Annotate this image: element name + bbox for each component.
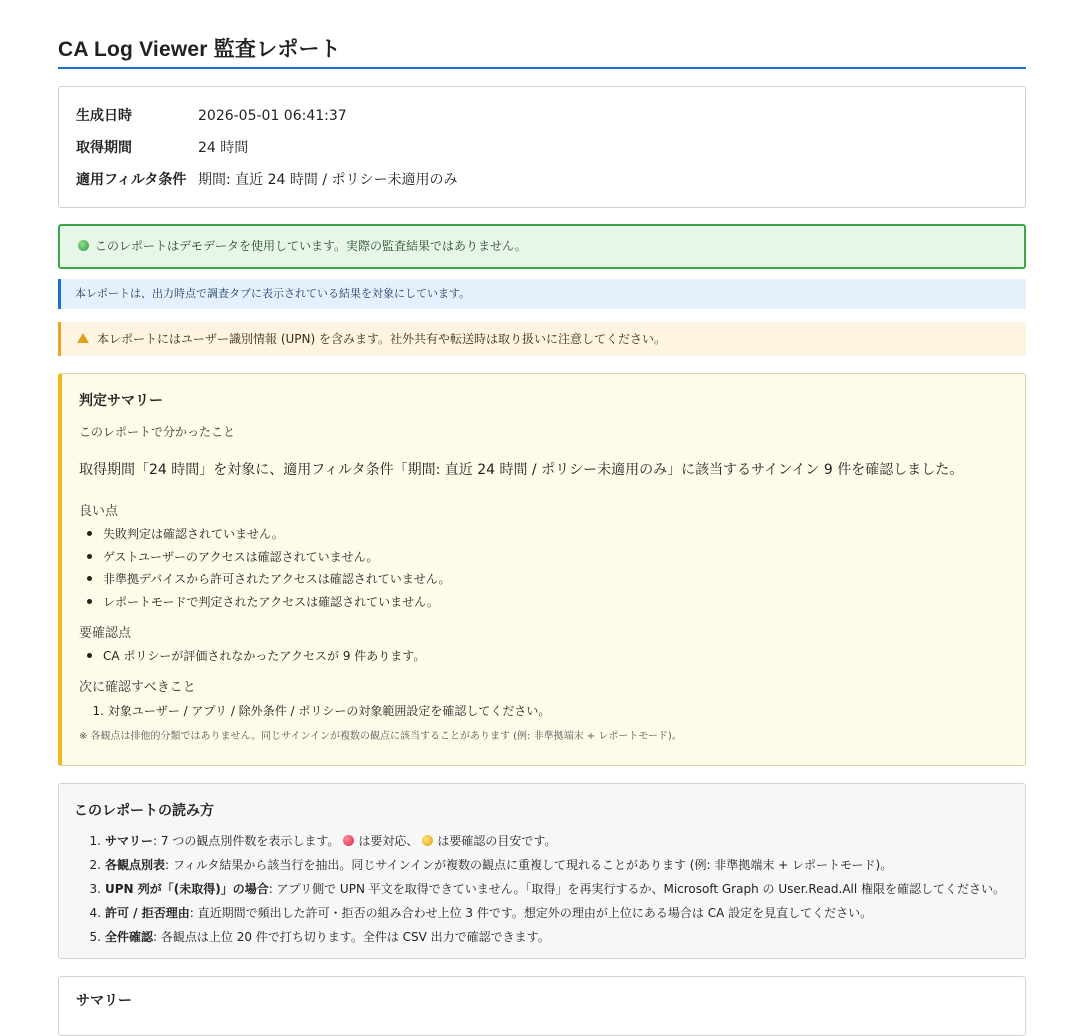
summary-panel-heading: サマリー [76, 993, 132, 1009]
info-notice [58, 279, 1026, 309]
summary-panel [58, 976, 1026, 1036]
demo-data-notice [58, 224, 1026, 269]
meta-row-generated [76, 106, 347, 126]
meta-value: 期間: 直近 24 時間 / ポリシー未適用のみ [198, 172, 458, 188]
list-item: 1. 対象ユーザー / アプリ / 除外条件 / ポリシーの対象範囲設定を確認してください。 [92, 704, 551, 718]
warning-icon [77, 333, 89, 343]
list-item: 失敗判定は確認されていません。 [79, 525, 284, 542]
meta-value: 2026-05-01 06:41:37 [198, 108, 347, 124]
green-circle-icon [78, 240, 89, 251]
summary-heading: 判定サマリー [79, 393, 163, 409]
how-to-read-panel [58, 783, 1026, 959]
summary-footnote: ※ 各観点は排他的分類ではありません。同じサインインが複数の観点に該当することがあります (例: 非準拠端末 + レポートモード)。 [79, 731, 682, 742]
list-item: CA ポリシーが評価されなかったアクセスが 9 件あります。 [79, 647, 425, 664]
demo-notice-text: このレポートはデモデータを使用しています。実際の監査結果ではありません。 [95, 239, 527, 253]
next-steps-heading: 次に確認すべきこと [79, 680, 196, 695]
summary-found-label: このレポートで分かったこと [79, 425, 236, 439]
yellow-circle-icon [422, 835, 433, 846]
report-meta-box [58, 86, 1026, 208]
meta-label: 適用フィルタ条件 [76, 172, 187, 188]
list-item: レポートモードで判定されたアクセスは確認されていません。 [79, 593, 439, 610]
list-item: 4. 許可 / 拒否理由: 直近期間で頻出した許可・拒否の組み合わせ上位 3 件です。想定外の理由が上位にある場合は CA 設定を見直してください。 [89, 906, 873, 920]
judgement-summary-panel [58, 373, 1026, 766]
list-item: 非準拠デバイスから許可されたアクセスは確認されていません。 [79, 570, 451, 587]
meta-label: 取得期間 [76, 140, 132, 156]
page-title: CA Log Viewer 監査レポート [58, 38, 341, 61]
info-notice-text: 本レポートは、出力時点で調査タブに表示されている結果を対象にしています。 [75, 287, 471, 300]
meta-label: 生成日時 [76, 108, 132, 124]
red-circle-icon [343, 835, 354, 846]
meta-row-period [76, 138, 248, 158]
list-item: ゲストユーザーのアクセスは確認されていません。 [79, 548, 378, 565]
meta-row-filter [76, 170, 458, 190]
how-to-read-heading: このレポートの読み方 [74, 803, 214, 819]
list-item: 5. 全件確認: 各観点は上位 20 件で打ち切ります。全件は CSV 出力で確認できます。 [89, 930, 550, 944]
check-points-heading: 要確認点 [79, 626, 132, 641]
summary-lead: 取得期間「24 時間」を対象に、適用フィルタ条件「期間: 直近 24 時間 / ポリシー未適用のみ」に該当するサインイン 9 件を確認しました。 [79, 462, 964, 478]
list-item: 3. UPN 列が「(未取得)」の場合: アプリ側で UPN 平文を取得できていません。「取得」を再実行するか、Microsoft Graph の User.Read.All 権限を確認してください。 [89, 882, 1006, 896]
list-item: 1. サマリー: 7 つの観点別件数を表示します。 は要対応、 は要確認の目安です。 [89, 834, 557, 848]
warning-text: 本レポートにはユーザー識別情報 (UPN) を含みます。社外共有や転送時は取り扱いに注意してください。 [97, 332, 667, 346]
upn-warning-notice [58, 322, 1026, 356]
list-item: 2. 各観点別表: フィルタ結果から該当行を抽出。同じサインインが複数の観点に重複して現れることがあります (例: 非準拠端末 + レポートモード)。 [89, 858, 893, 872]
good-points-heading: 良い点 [79, 504, 119, 519]
title-divider [58, 67, 1026, 69]
meta-value: 24 時間 [198, 140, 249, 156]
